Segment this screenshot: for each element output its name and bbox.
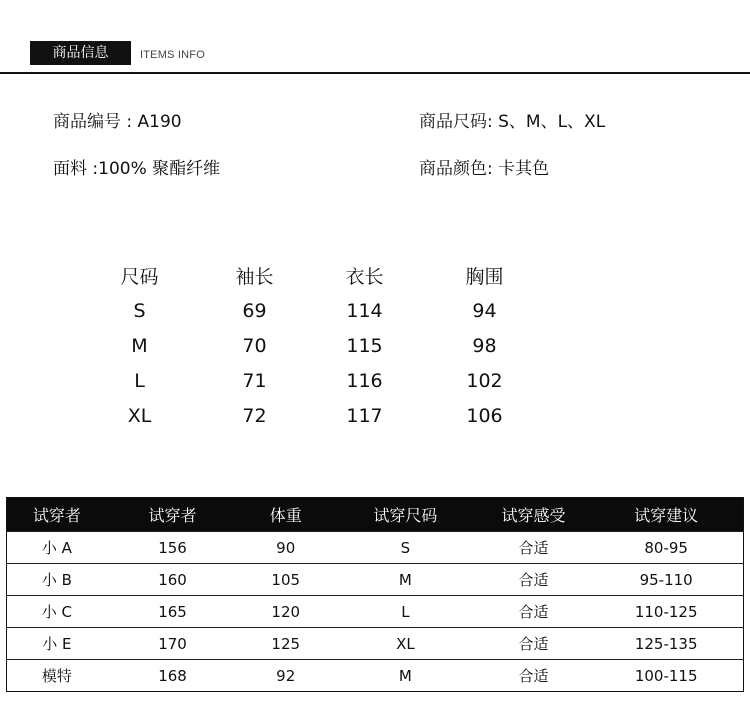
suggestion-cell: 80-95 (589, 532, 743, 564)
weight-cell: 92 (238, 660, 333, 692)
size-cell: M (131, 334, 148, 357)
height-cell: 165 (107, 596, 239, 628)
fit-cell: 合适 (478, 596, 590, 628)
item-number: 商品编号 : A190 (53, 112, 182, 132)
tester-cell: 小 A (7, 532, 107, 564)
tried-size-cell: XL (333, 628, 478, 660)
height-cell: 160 (107, 564, 239, 596)
table-row (7, 564, 744, 596)
suggestion-cell: 100-115 (589, 660, 743, 692)
tried-size-cell: S (333, 532, 478, 564)
length-cell: 116 (346, 369, 383, 392)
size-chart (82, 258, 552, 433)
fit-cell: 合适 (478, 564, 590, 596)
length-cell: 117 (346, 404, 383, 427)
height-cell: 168 (107, 660, 239, 692)
item-sizes: 商品尺码: S、M、L、XL (419, 112, 606, 132)
tester-cell: 小 E (7, 628, 107, 660)
header-fit-feeling: 试穿感受 (478, 498, 590, 532)
chest-cell: 102 (466, 369, 503, 392)
height-cell: 170 (107, 628, 239, 660)
size-cell: XL (127, 404, 152, 427)
table-row (7, 596, 744, 628)
fit-cell: 合适 (478, 532, 590, 564)
table-row (7, 660, 744, 692)
section-subtitle: ITEMS INFO (140, 49, 205, 61)
table-row (7, 628, 744, 660)
chest-cell: 106 (466, 404, 503, 427)
section-title: 商品信息 (30, 41, 131, 65)
header-suggestion: 试穿建议 (589, 498, 743, 532)
size-row (82, 293, 552, 328)
suggestion-cell: 95-110 (589, 564, 743, 596)
header-divider (0, 72, 750, 74)
sleeve-cell: 69 (242, 299, 267, 322)
suggestion-cell: 110-125 (589, 596, 743, 628)
fitting-table (6, 497, 744, 692)
header-tester: 试穿者 (7, 498, 107, 532)
weight-cell: 120 (238, 596, 333, 628)
tried-size-cell: M (333, 564, 478, 596)
height-cell: 156 (107, 532, 239, 564)
header-chest: 胸围 (465, 266, 504, 288)
header-tester-height: 试穿者 (107, 498, 239, 532)
header-tried-size: 试穿尺码 (333, 498, 478, 532)
size-row (82, 398, 552, 433)
length-cell: 115 (346, 334, 383, 357)
header-length: 衣长 (345, 266, 384, 288)
tried-size-cell: M (333, 660, 478, 692)
table-row (7, 532, 744, 564)
fitting-table-header (7, 498, 744, 532)
item-color: 商品颜色: 卡其色 (419, 159, 550, 179)
size-cell: L (134, 369, 145, 392)
sleeve-cell: 72 (242, 404, 267, 427)
fit-cell: 合适 (478, 628, 590, 660)
chest-cell: 98 (472, 334, 497, 357)
sleeve-cell: 70 (242, 334, 267, 357)
weight-cell: 125 (238, 628, 333, 660)
weight-cell: 90 (238, 532, 333, 564)
item-fabric: 面料 :100% 聚酯纤维 (53, 159, 221, 179)
size-chart-header (82, 258, 552, 293)
sleeve-cell: 71 (242, 369, 267, 392)
tried-size-cell: L (333, 596, 478, 628)
size-cell: S (133, 299, 146, 322)
header-size: 尺码 (120, 266, 159, 288)
length-cell: 114 (346, 299, 383, 322)
tester-cell: 模特 (7, 660, 107, 692)
weight-cell: 105 (238, 564, 333, 596)
fit-cell: 合适 (478, 660, 590, 692)
header-sleeve: 袖长 (235, 266, 274, 288)
suggestion-cell: 125-135 (589, 628, 743, 660)
size-row (82, 363, 552, 398)
tester-cell: 小 B (7, 564, 107, 596)
size-row (82, 328, 552, 363)
header-weight: 体重 (238, 498, 333, 532)
tester-cell: 小 C (7, 596, 107, 628)
chest-cell: 94 (472, 299, 497, 322)
